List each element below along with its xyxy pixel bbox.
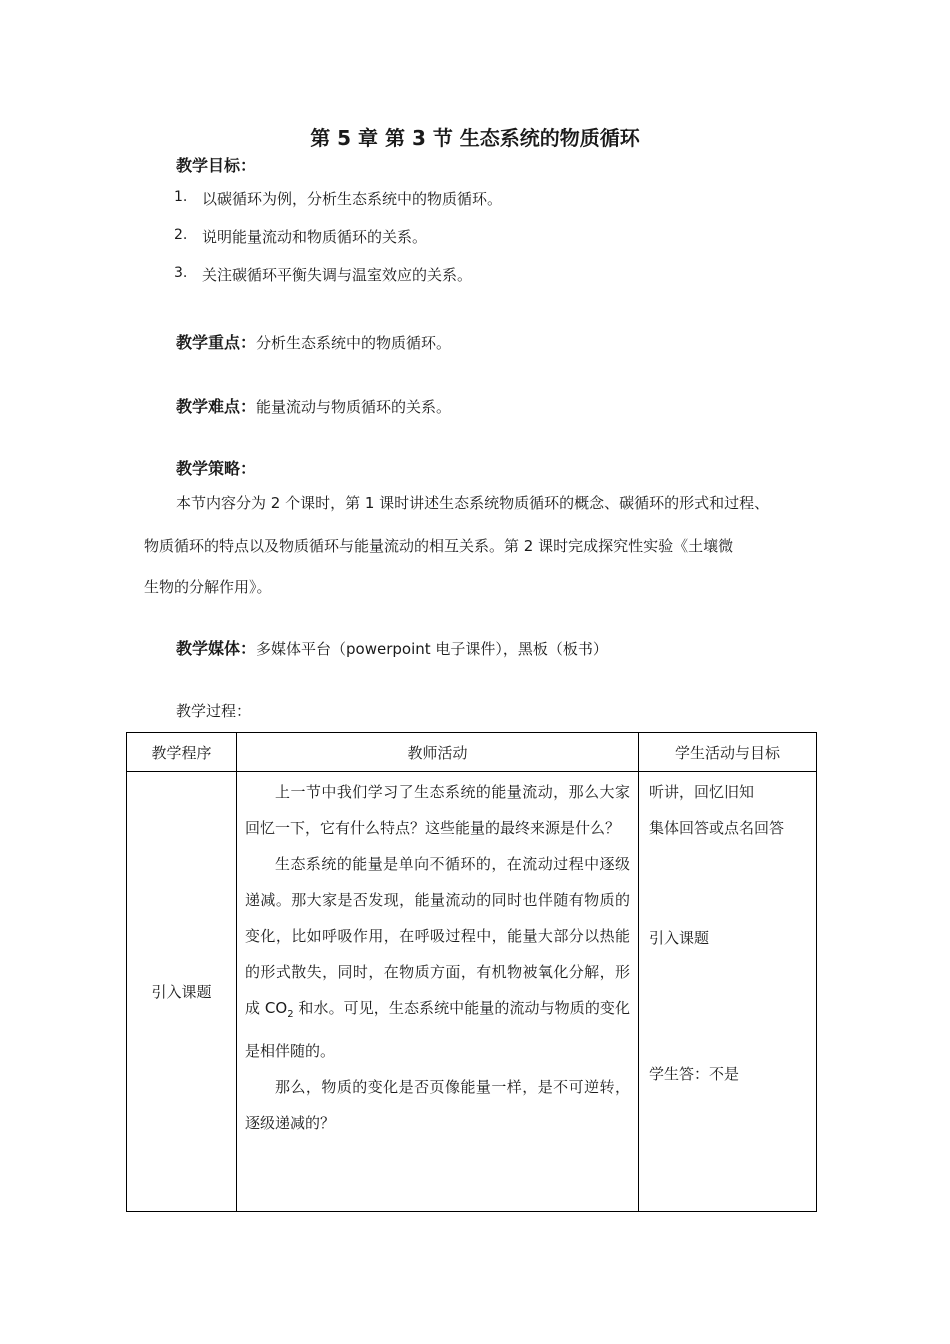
objective-item: 关注碳循环平衡失调与温室效应的关系。 bbox=[202, 266, 473, 284]
media bbox=[176, 636, 608, 659]
key-point-text: 分析生态系统中的物质循环。 bbox=[256, 334, 452, 352]
student-activity: 学生答：不是 bbox=[649, 1065, 740, 1083]
table-header-cell: 学生活动与目标 bbox=[639, 733, 817, 772]
teacher-paragraph bbox=[237, 846, 638, 1069]
student-activity-cell bbox=[639, 772, 817, 1212]
teacher-text: 和水。可见，生态系统中能量的流动与物质的变化是相伴随的。 bbox=[245, 999, 630, 1060]
objective-number: 1. bbox=[174, 189, 188, 205]
difficulty-label: 教学难点： bbox=[176, 397, 257, 416]
student-activity: 引入课题 bbox=[649, 929, 710, 947]
strategy-line: 物质循环的特点以及物质循环与能量流动的相互关系。第 2 课时完成探究性实验《土壤微 bbox=[144, 537, 734, 555]
page-title: 第 5 章 第 3 节 生态系统的物质循环 bbox=[310, 126, 640, 150]
table-header-cell: 教学程序 bbox=[127, 733, 237, 772]
teacher-activity-cell bbox=[237, 772, 639, 1212]
student-activity: 集体回答或点名回答 bbox=[649, 819, 785, 837]
strategy-heading: 教学策略： bbox=[176, 459, 257, 478]
objective-number: 3. bbox=[174, 265, 188, 281]
media-text: 多媒体平台（powerpoint 电子课件），黑板（板书） bbox=[256, 640, 608, 658]
student-activity: 听讲，回忆旧知 bbox=[649, 783, 755, 801]
stage-cell: 引入课题 bbox=[127, 772, 237, 1212]
media-label: 教学媒体： bbox=[176, 639, 257, 658]
difficulty bbox=[176, 394, 451, 417]
co2-formula bbox=[264, 999, 294, 1020]
process-table bbox=[126, 732, 817, 1212]
table-header-cell: 教师活动 bbox=[237, 733, 639, 772]
co2-subscript: 2 bbox=[287, 1009, 294, 1020]
objective-number: 2. bbox=[174, 227, 188, 243]
strategy-line: 本节内容分为 2 个课时，第 1 课时讲述生态系统物质循环的概念、碳循环的形式和过程、 bbox=[176, 494, 770, 512]
table-row bbox=[127, 772, 817, 1212]
process-label: 教学过程： bbox=[176, 702, 252, 720]
key-point bbox=[176, 330, 451, 353]
teacher-paragraph: 上一节中我们学习了生态系统的能量流动，那么大家回忆一下，它有什么特点？这些能量的最终来源是什么？ bbox=[245, 783, 630, 837]
co2-text: CO bbox=[264, 999, 288, 1017]
teacher-text: 生态系统的能量是单向不循环的，在流动过程中逐级递减。那大家是否发现，能量流动的同时也伴随有物质的变化，比如呼吸作用，在呼吸过程中，能量大部分以热能的形式散失，同时，在物质方面，有机物被氧化分解，形成 bbox=[245, 855, 630, 1017]
key-point-label: 教学重点： bbox=[176, 333, 257, 352]
strategy-line: 生物的分解作用》。 bbox=[144, 578, 272, 596]
objectives-heading: 教学目标： bbox=[176, 156, 257, 175]
teacher-paragraph: 那么，物质的变化是否页像能量一样，是不可逆转，逐级递减的？ bbox=[245, 1078, 630, 1132]
difficulty-text: 能量流动与物质循环的关系。 bbox=[256, 398, 452, 416]
objective-item: 说明能量流动和物质循环的关系。 bbox=[202, 228, 428, 246]
table-header-row bbox=[127, 733, 817, 772]
objective-item: 以碳循环为例，分析生态系统中的物质循环。 bbox=[202, 190, 503, 208]
